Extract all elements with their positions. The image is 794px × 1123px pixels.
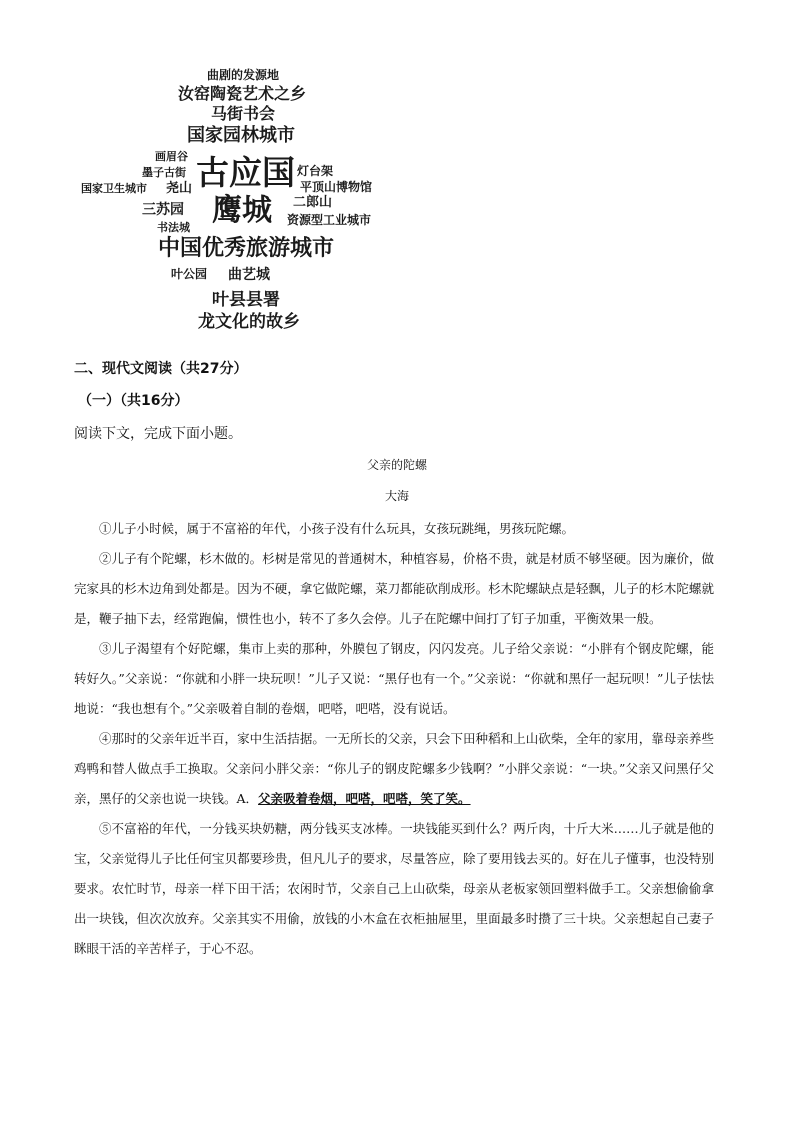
cloud-word: 画眉谷 [155, 150, 188, 163]
cloud-word: 古应国 [196, 153, 295, 192]
cloud-word: 墨子古街 [142, 166, 186, 179]
essay-author: 大海 [384, 489, 409, 503]
word-cloud [0, 0, 794, 340]
cloud-word: 平顶山博物馆 [300, 180, 373, 194]
paragraph-4 [74, 724, 714, 814]
cloud-word: 资源型工业城市 [287, 213, 372, 227]
paragraph-2: ②儿子有个陀螺，杉木做的。杉树是常见的普通树木，种植容易，价格不贵，就是材质不够坚硬。因为廉价，做完家具的杉木边角到处都是。因为不硬，拿它做陀螺，菜刀都能砍削成形。杉木陀螺缺点是轻飘，儿子的杉木陀螺就是，鞭子抽下去，经常跑偏，惯性也小，转不了多久会停。儿子在陀螺中间打了钉子加重，平衡效果一般。 [74, 551, 714, 626]
underlined-sentence-a: 父亲吸着卷烟，吧嗒，吧嗒，笑了笑。 [258, 791, 471, 806]
paragraph-1: ①儿子小时候，属于不富裕的年代，小孩子没有什么玩具，女孩玩跳绳，男孩玩陀螺。 [99, 521, 575, 536]
cloud-word: 龙文化的故乡 [198, 312, 300, 332]
cloud-word: 曲艺城 [228, 267, 270, 283]
cloud-word: 灯台架 [297, 164, 334, 178]
cloud-word: 国家园林城市 [187, 125, 295, 146]
cloud-word: 曲剧的发源地 [207, 68, 280, 82]
paragraph-5: ⑤不富裕的年代，一分钱买块奶糖，两分钱买支冰棒。一块钱能买到什么？两斤肉，十斤大米……儿子就是他的宝，父亲觉得儿子比任何宝贝都要珍贵，但凡儿子的要求，尽量答应，除了要用钱去买的。好在儿子懂事，也没特别要求。农忙时节，母亲一样下田干活；农闲时节，父亲自己上山砍柴，母亲从老板家领回塑料做手工。父亲想偷偷拿出一块钱，但次次放弃。父亲其实不用偷，放钱的小木盒在衣柜抽屉里，里面最多时攒了三十块。父亲想起自己妻子眯眼干活的辛苦样子，于心不忍。 [74, 821, 714, 956]
cloud-word: 叶公园 [171, 267, 208, 281]
paragraph-3: ③儿子渴望有个好陀螺，集市上卖的那种，外膜包了钢皮，闪闪发亮。儿子给父亲说：“小胖有个钢皮陀螺，能转好久。”父亲说：“你就和小胖一块玩呗！”儿子又说：“黑仔也有一个。”父亲说：“你就和黑仔一起玩呗！”儿子怯怯地说：“我也想有个。”父亲吸着自制的卷烟，吧嗒，吧嗒，没有说话。 [74, 641, 714, 716]
part-title: （一）（共16分） [78, 393, 189, 409]
cloud-word: 二郎山 [293, 195, 333, 210]
cloud-word: 马街书会 [211, 104, 276, 123]
cloud-word: 中国优秀旅游城市 [158, 236, 335, 261]
essay-title: 父亲的陀螺 [366, 458, 427, 472]
instruction: 阅读下文，完成下面小题。 [74, 426, 242, 442]
cloud-word: 叶县县署 [212, 290, 280, 310]
cloud-word: 鹰城 [212, 193, 272, 228]
cloud-word: 汝窑陶瓷艺术之乡 [178, 84, 307, 103]
cloud-word: 书法城 [157, 221, 190, 234]
section-title: 二、现代文阅读（共27分） [74, 361, 248, 377]
paragraph-4-text: ④那时的父亲年近半百，家中生活拮据。一无所长的父亲，只会下田种稻和上山砍柴，全年的家用，靠母亲养些鸡鸭和替人做点手工换取。父亲问小胖父亲：“你儿子的钢皮陀螺多少钱啊？”小胖父亲说：“一块。”父亲又问黑仔父亲，黑仔的父亲也说一块钱。A． [74, 731, 714, 806]
essay-body [74, 514, 714, 964]
cloud-word: 国家卫生城市 [81, 182, 147, 195]
cloud-word: 三苏园 [142, 202, 184, 218]
cloud-word: 尧山 [166, 181, 193, 196]
